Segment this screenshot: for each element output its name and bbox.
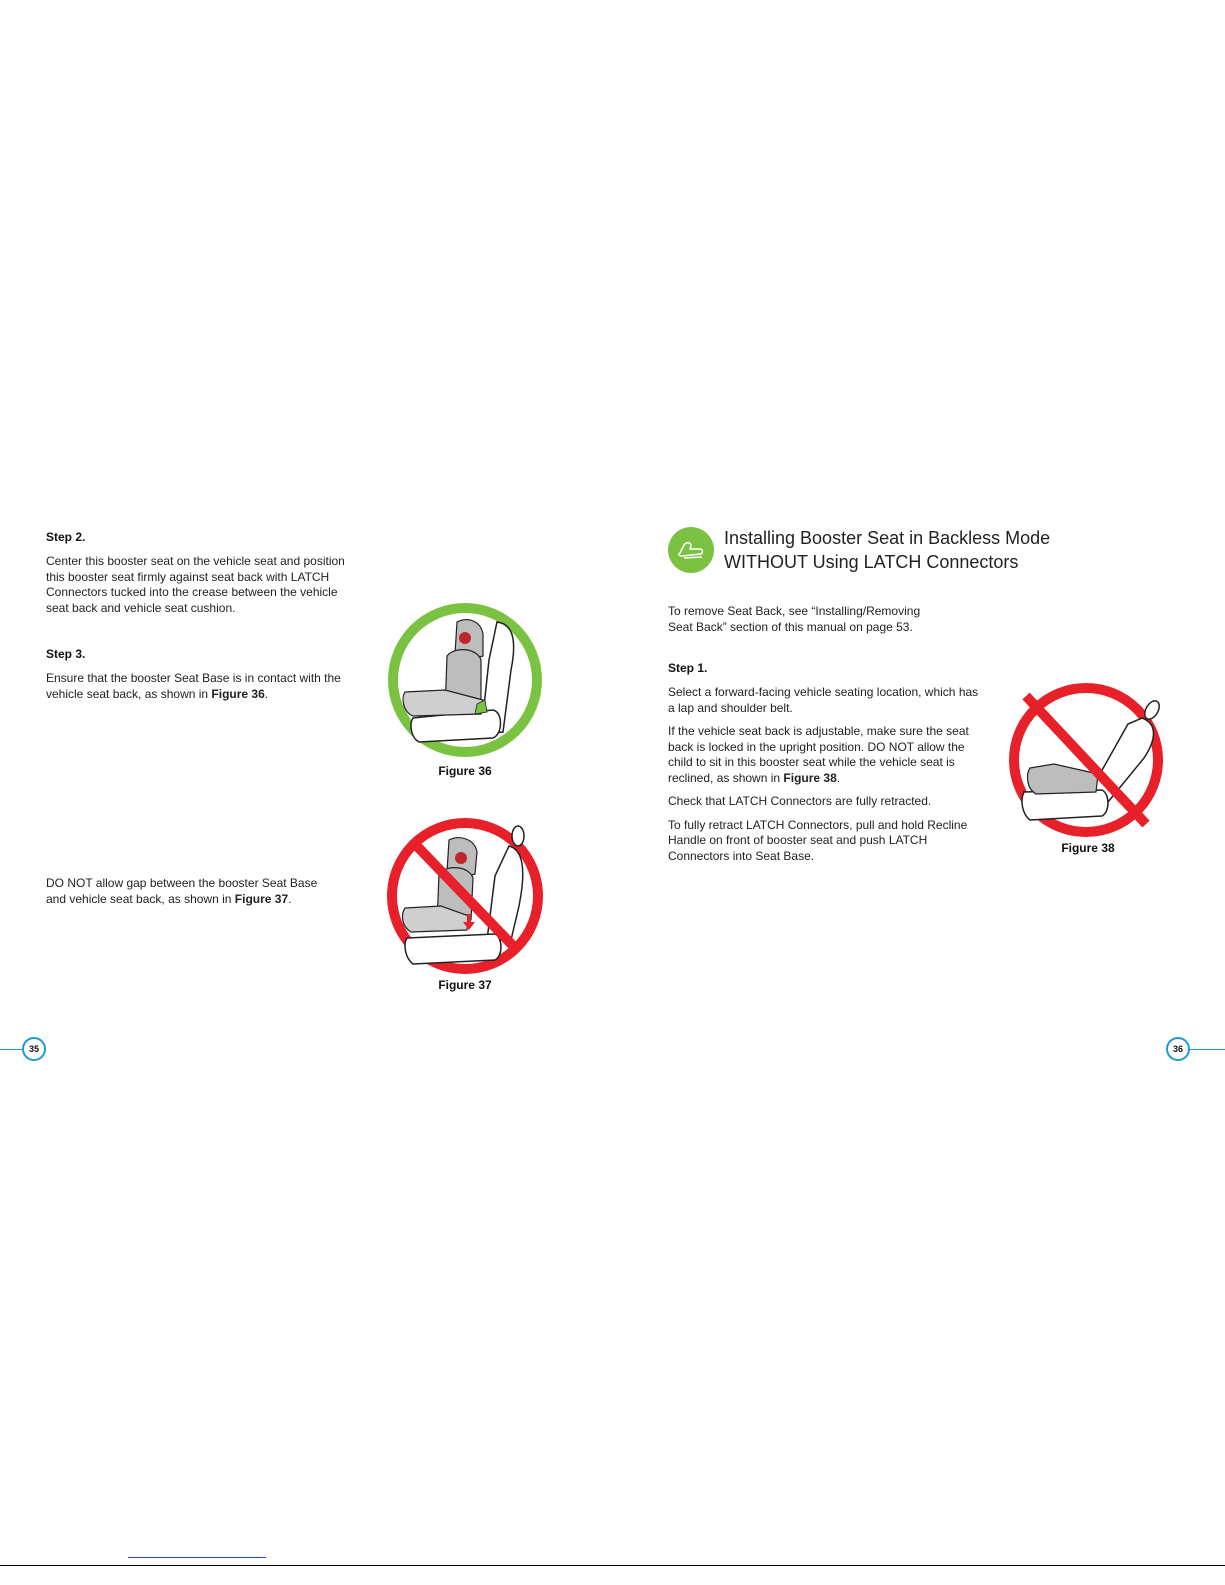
footer-link-underline xyxy=(128,1557,266,1558)
footer-rule xyxy=(0,1565,1225,1566)
intro-line: Seat Back” section of this manual on page 53. xyxy=(668,619,913,634)
step-1-block xyxy=(668,661,1003,864)
step-1-text: reclined, as shown in xyxy=(668,770,784,785)
step-2-line: Center this booster seat on the vehicle seat and position xyxy=(46,554,345,568)
step-2-line: this booster seat firmly against seat back with LATCH xyxy=(46,569,330,584)
page-number-line xyxy=(1188,1049,1225,1050)
intro-block xyxy=(668,604,1008,635)
period: . xyxy=(264,686,269,701)
step-3-line: Ensure that the booster Seat Base is in contact with the xyxy=(46,671,341,685)
step-1-line: Handle on front of booster seat and push LATCH xyxy=(668,833,928,847)
step-1-heading: Step 1. xyxy=(668,661,708,675)
step-1-line: Check that LATCH Connectors are fully retracted. xyxy=(668,794,932,808)
step-2-line: Connectors tucked into the crease between the vehicle xyxy=(46,585,338,599)
step-1-line: back is locked in the upright position. DO NOT allow the xyxy=(668,739,965,754)
step-2-block xyxy=(46,530,366,616)
vehicle-seat-cushion xyxy=(1022,790,1108,820)
step-1-line: Select a forward-facing vehicle seating location, which has xyxy=(668,685,979,699)
figure-37-reference: Figure 37 xyxy=(234,891,289,906)
latch-knob xyxy=(455,852,467,864)
gap-warning-text: and vehicle seat back, as shown in xyxy=(46,891,235,906)
page-number-35 xyxy=(22,1037,46,1061)
page-number-line xyxy=(0,1049,24,1050)
step-2-line: seat back and vehicle seat cushion. xyxy=(46,600,236,615)
figure-38-reference: Figure 38 xyxy=(783,770,837,785)
gap-warning-block xyxy=(46,876,366,907)
step-1-line xyxy=(668,771,1003,787)
step-1-line: To fully retract LATCH Connectors, pull and hold Recline xyxy=(668,817,968,832)
step-2-heading: Step 2. xyxy=(46,530,86,544)
gap-warning-line: DO NOT allow gap between the booster Seat Base xyxy=(46,876,318,890)
period: . xyxy=(836,770,841,785)
section-title-line: WITHOUT Using LATCH Connectors xyxy=(724,552,1019,572)
figure-38-caption: Figure 38 xyxy=(1061,841,1115,855)
figure-37-illustration xyxy=(385,816,545,976)
step-1-line: a lap and shoulder belt. xyxy=(668,700,793,715)
vehicle-seat-cushion xyxy=(405,934,501,964)
page-number-36 xyxy=(1166,1037,1190,1061)
page-number-text: 35 xyxy=(28,1044,39,1054)
step-1-line: Connectors into Seat Base. xyxy=(668,848,815,863)
step-3-line xyxy=(46,687,366,703)
figure-38-illustration xyxy=(1006,676,1170,840)
step-3-block xyxy=(46,647,366,702)
period: . xyxy=(288,891,292,906)
section-icon-badge xyxy=(668,527,714,573)
intro-line: To remove Seat Back, see “Installing/Removing xyxy=(668,604,921,618)
gap-warning-line xyxy=(46,892,366,908)
figure-37-caption: Figure 37 xyxy=(438,978,492,992)
figure-36-reference: Figure 36 xyxy=(211,686,265,701)
section-title xyxy=(724,526,1084,574)
latch-knob xyxy=(459,632,471,644)
booster-seat-icon xyxy=(676,539,706,561)
section-title-line: Installing Booster Seat in Backless Mode xyxy=(724,528,1051,548)
step-3-heading: Step 3. xyxy=(46,647,86,661)
page-number-text: 36 xyxy=(1172,1044,1183,1054)
vehicle-headrest xyxy=(512,826,524,846)
figure-36-illustration xyxy=(385,600,545,760)
step-1-line: child to sit in this booster seat while the vehicle seat is xyxy=(668,755,955,769)
figure-36-caption: Figure 36 xyxy=(438,764,492,778)
step-1-line: If the vehicle seat back is adjustable, make sure the seat xyxy=(668,724,969,738)
step-3-text: vehicle seat back, as shown in xyxy=(46,686,212,701)
